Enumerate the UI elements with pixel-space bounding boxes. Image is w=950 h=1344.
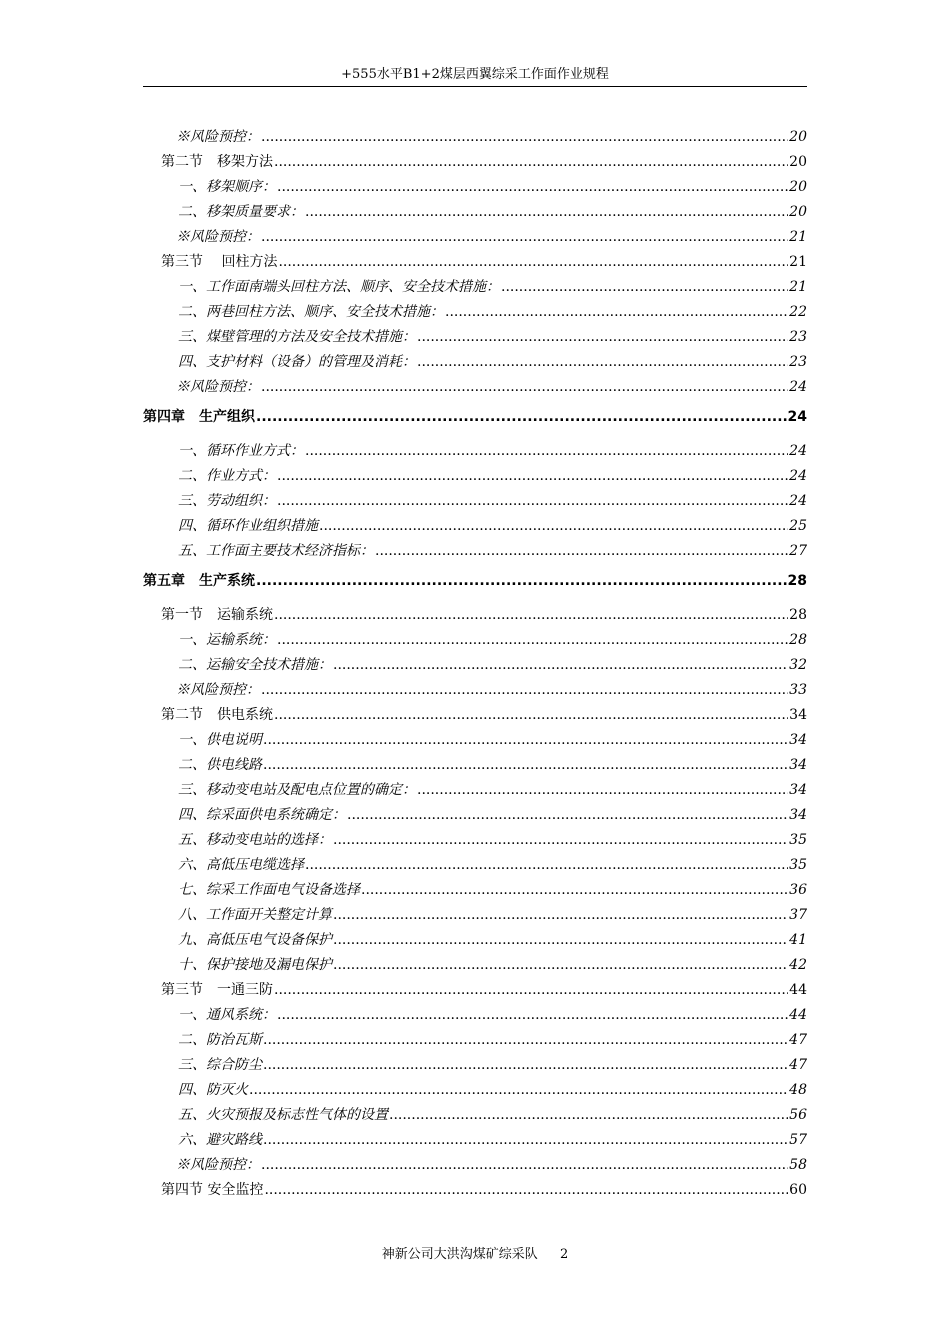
- toc-entry-page: 47: [789, 1032, 807, 1048]
- toc-entry-item[interactable]: [143, 828, 807, 853]
- toc-entry-page: 58: [789, 1157, 807, 1173]
- toc-entry-title: ※风险预控：: [176, 682, 260, 698]
- toc-entry-page: 44: [789, 1007, 807, 1023]
- toc-entry-page: 20: [789, 179, 807, 195]
- toc-entry-title: 第四章 生产组织: [143, 409, 255, 425]
- toc-entry-section[interactable]: [143, 150, 807, 175]
- toc-entry-page: 34: [789, 757, 807, 773]
- toc-entry-item[interactable]: [143, 728, 807, 753]
- table-of-contents: [143, 125, 807, 1203]
- dot-leader: [274, 703, 788, 728]
- toc-entry-title: 一、通风系统：: [178, 1007, 276, 1023]
- toc-entry-page: 24: [789, 443, 807, 459]
- dot-leader: [261, 225, 788, 250]
- toc-entry-item[interactable]: [143, 1078, 807, 1103]
- dot-leader: [389, 1103, 788, 1128]
- toc-entry-section[interactable]: [143, 603, 807, 628]
- toc-entry-page: 42: [789, 957, 807, 973]
- dot-leader: [263, 728, 788, 753]
- toc-entry-section[interactable]: [143, 703, 807, 728]
- dot-leader: [277, 175, 788, 200]
- toc-entry-item[interactable]: [143, 1053, 807, 1078]
- toc-entry-item[interactable]: [143, 753, 807, 778]
- toc-entry-page: 34: [789, 782, 807, 798]
- toc-entry-item[interactable]: [143, 464, 807, 489]
- toc-entry-item[interactable]: [143, 350, 807, 375]
- toc-entry-item[interactable]: [143, 325, 807, 350]
- dot-leader: [263, 753, 788, 778]
- toc-entry-item[interactable]: [143, 439, 807, 464]
- dot-leader: [277, 1003, 788, 1028]
- toc-entry-page: 28: [787, 573, 807, 589]
- footer-text: 神新公司大洪沟煤矿综采队: [381, 1247, 538, 1262]
- toc-entry-risk[interactable]: [143, 375, 807, 400]
- toc-entry-item[interactable]: [143, 653, 807, 678]
- footer-page-number: 2: [560, 1247, 569, 1262]
- dot-leader: [261, 1153, 788, 1178]
- toc-entry-item[interactable]: [143, 928, 807, 953]
- toc-entry-page: 41: [789, 932, 807, 948]
- toc-entry-chapter[interactable]: [143, 405, 807, 430]
- toc-entry-item[interactable]: [143, 514, 807, 539]
- toc-entry-title: 四、循环作业组织措施: [178, 518, 318, 534]
- toc-entry-page: 22: [789, 304, 807, 320]
- toc-entry-page: 24: [789, 468, 807, 484]
- header-title: +555水平B1+2煤层西翼综采工作面作业规程: [341, 67, 609, 82]
- toc-entry-page: 25: [789, 518, 807, 534]
- toc-entry-page: 47: [789, 1057, 807, 1073]
- toc-entry-title: ※风险预控：: [176, 129, 260, 145]
- toc-entry-title: 八、工作面开关整定计算: [178, 907, 332, 923]
- toc-entry-item[interactable]: [143, 489, 807, 514]
- dot-leader: [333, 928, 788, 953]
- dot-leader: [249, 1078, 788, 1103]
- dot-leader: [445, 300, 788, 325]
- toc-entry-title: 第三节 一通三防: [161, 982, 273, 998]
- toc-entry-page: 33: [789, 682, 807, 698]
- toc-entry-title: 四、支护材料（设备）的管理及消耗：: [178, 354, 416, 370]
- toc-entry-title: 五、工作面主要技术经济指标：: [178, 543, 374, 559]
- toc-entry-title: 三、煤壁管理的方法及安全技术措施：: [178, 329, 416, 345]
- toc-entry-page: 34: [789, 732, 807, 748]
- dot-leader: [261, 125, 788, 150]
- toc-entry-title: 二、作业方式：: [178, 468, 276, 484]
- toc-entry-page: 32: [789, 657, 807, 673]
- toc-entry-risk[interactable]: [143, 125, 807, 150]
- toc-entry-title: ※风险预控：: [176, 379, 260, 395]
- dot-leader: [333, 653, 788, 678]
- toc-entry-title: 二、运输安全技术措施：: [178, 657, 332, 673]
- dot-leader: [274, 978, 788, 1003]
- dot-leader: [277, 464, 788, 489]
- toc-entry-page: 35: [789, 857, 807, 873]
- toc-entry-chapter[interactable]: [143, 569, 807, 594]
- toc-entry-section[interactable]: [143, 978, 807, 1003]
- toc-entry-title: 第二节 移架方法: [161, 154, 273, 170]
- dot-leader: [417, 778, 788, 803]
- toc-entry-page: 23: [789, 329, 807, 345]
- dot-leader: [263, 1128, 788, 1153]
- toc-entry-page: 56: [789, 1107, 807, 1123]
- toc-entry-item[interactable]: [143, 803, 807, 828]
- dot-leader: [305, 853, 788, 878]
- dot-leader: [263, 1028, 788, 1053]
- toc-entry-page: 20: [789, 129, 807, 145]
- toc-entry-item[interactable]: [143, 853, 807, 878]
- toc-entry-item[interactable]: [143, 539, 807, 564]
- toc-entry-page: 24: [789, 493, 807, 509]
- toc-entry-item[interactable]: [143, 903, 807, 928]
- toc-entry-title: 五、移动变电站的选择：: [178, 832, 332, 848]
- toc-entry-page: 27: [789, 543, 807, 559]
- toc-entry-page: 21: [789, 229, 807, 245]
- toc-entry-title: ※风险预控：: [176, 229, 260, 245]
- dot-leader: [263, 1053, 788, 1078]
- dot-leader: [277, 489, 788, 514]
- toc-entry-page: 60: [789, 1182, 807, 1198]
- toc-entry-title: 第四节 安全监控: [161, 1182, 264, 1198]
- toc-entry-page: 23: [789, 354, 807, 370]
- toc-entry-page: 48: [789, 1082, 807, 1098]
- toc-entry-item[interactable]: [143, 1028, 807, 1053]
- toc-entry-risk[interactable]: [143, 225, 807, 250]
- dot-leader: [278, 250, 788, 275]
- toc-entry-page: 20: [789, 204, 807, 220]
- dot-leader: [417, 325, 788, 350]
- dot-leader: [333, 828, 788, 853]
- toc-entry-page: 35: [789, 832, 807, 848]
- toc-entry-title: 一、供电说明: [178, 732, 262, 748]
- toc-entry-page: 37: [789, 907, 807, 923]
- toc-entry-item[interactable]: [143, 878, 807, 903]
- toc-entry-item[interactable]: [143, 175, 807, 200]
- toc-entry-title: 一、移架顺序：: [178, 179, 276, 195]
- toc-entry-title: 一、运输系统：: [178, 632, 276, 648]
- toc-entry-title: 七、综采工作面电气设备选择: [178, 882, 360, 898]
- dot-leader: [501, 275, 788, 300]
- toc-entry-title: 二、供电线路: [178, 757, 262, 773]
- toc-entry-title: 第五章 生产系统: [143, 573, 255, 589]
- dot-leader: [333, 953, 788, 978]
- page-footer: [143, 1246, 807, 1264]
- dot-leader: [361, 878, 788, 903]
- toc-entry-page: 24: [789, 379, 807, 395]
- toc-entry-title: 十、保护接地及漏电保护: [178, 957, 332, 973]
- toc-entry-item[interactable]: [143, 778, 807, 803]
- toc-entry-page: 24: [787, 409, 807, 425]
- toc-entry-item[interactable]: [143, 275, 807, 300]
- toc-entry-risk[interactable]: [143, 678, 807, 703]
- toc-entry-title: 五、火灾预报及标志性气体的设置: [178, 1107, 388, 1123]
- toc-entry-title: 第三节 回柱方法: [161, 254, 278, 270]
- dot-leader: [256, 569, 787, 594]
- dot-leader: [277, 628, 788, 653]
- toc-entry-title: 二、两巷回柱方法、顺序、安全技术措施：: [178, 304, 444, 320]
- toc-entry-title: 六、避灾路线: [178, 1132, 262, 1148]
- dot-leader: [417, 350, 788, 375]
- dot-leader: [375, 539, 788, 564]
- toc-entry-page: 44: [789, 982, 807, 998]
- dot-leader: [264, 1178, 788, 1203]
- toc-entry-section[interactable]: [143, 250, 807, 275]
- toc-entry-title: 三、移动变电站及配电点位置的确定：: [178, 782, 416, 798]
- toc-entry-title: 四、防灭火: [178, 1082, 248, 1098]
- dot-leader: [261, 375, 788, 400]
- toc-entry-item[interactable]: [143, 200, 807, 225]
- dot-leader: [305, 439, 788, 464]
- toc-entry-section[interactable]: [143, 1178, 807, 1203]
- toc-entry-item[interactable]: [143, 1103, 807, 1128]
- toc-entry-title: 六、高低压电缆选择: [178, 857, 304, 873]
- header-divider: [143, 86, 807, 87]
- toc-entry-page: 20: [789, 154, 807, 170]
- dot-leader: [274, 603, 788, 628]
- toc-entry-title: 三、综合防尘: [178, 1057, 262, 1073]
- dot-leader: [319, 514, 788, 539]
- toc-entry-page: 21: [789, 254, 807, 270]
- toc-entry-title: 四、综采面供电系统确定：: [178, 807, 346, 823]
- toc-entry-title: 一、工作面南端头回柱方法、顺序、安全技术措施：: [178, 279, 500, 295]
- toc-entry-page: 34: [789, 807, 807, 823]
- dot-leader: [333, 903, 788, 928]
- toc-entry-title: 九、高低压电气设备保护: [178, 932, 332, 948]
- toc-entry-item[interactable]: [143, 628, 807, 653]
- dot-leader: [347, 803, 788, 828]
- toc-entry-item[interactable]: [143, 1003, 807, 1028]
- toc-entry-title: ※风险预控：: [176, 1157, 260, 1173]
- toc-entry-page: 28: [789, 607, 807, 623]
- toc-entry-item[interactable]: [143, 1128, 807, 1153]
- toc-entry-title: 第二节 供电系统: [161, 707, 273, 723]
- toc-entry-page: 28: [789, 632, 807, 648]
- dot-leader: [305, 200, 788, 225]
- toc-entry-item[interactable]: [143, 300, 807, 325]
- page-header: [143, 66, 807, 84]
- toc-entry-title: 第一节 运输系统: [161, 607, 273, 623]
- dot-leader: [274, 150, 788, 175]
- toc-entry-page: 34: [789, 707, 807, 723]
- toc-entry-item[interactable]: [143, 953, 807, 978]
- toc-entry-title: 二、移架质量要求：: [178, 204, 304, 220]
- dot-leader: [256, 405, 787, 430]
- dot-leader: [261, 678, 788, 703]
- toc-entry-title: 一、循环作业方式：: [178, 443, 304, 459]
- toc-entry-title: 二、防治瓦斯: [178, 1032, 262, 1048]
- toc-entry-page: 57: [789, 1132, 807, 1148]
- toc-entry-title: 三、劳动组织：: [178, 493, 276, 509]
- toc-entry-risk[interactable]: [143, 1153, 807, 1178]
- toc-entry-page: 36: [789, 882, 807, 898]
- toc-entry-page: 21: [789, 279, 807, 295]
